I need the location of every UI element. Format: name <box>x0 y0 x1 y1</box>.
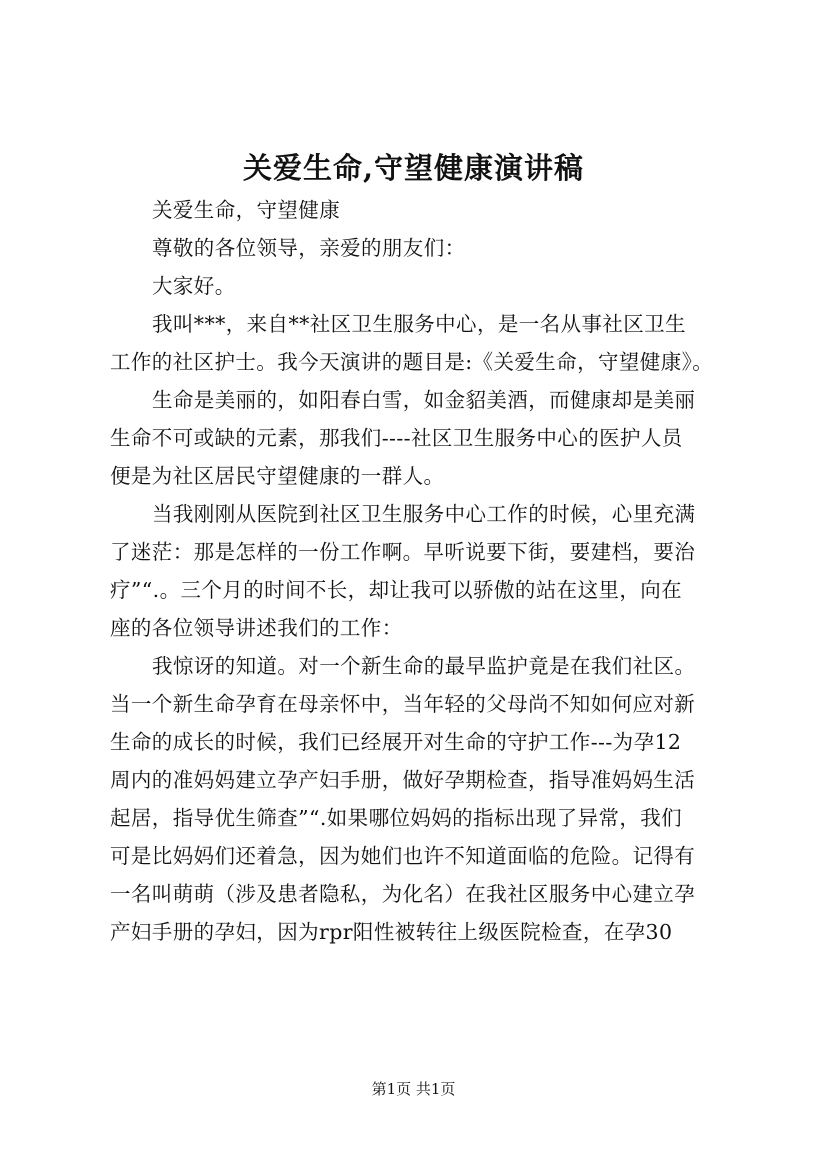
paragraph-line: 一名叫萌萌（涉及患者隐私，为化名）在我社区服务中心建立孕 <box>110 882 696 906</box>
paragraph-line: 工作的社区护士。我今天演讲的题目是:《关爱生命，守望健康》。 <box>110 350 714 374</box>
paragraph-line: 我惊讶的知道。对一个新生命的最早监护竟是在我们社区。 <box>152 654 696 678</box>
paragraph-line: 座的各位领导讲述我们的工作： <box>110 616 403 640</box>
paragraph-line: 生命不可或缺的元素，那我们----社区卫生服务中心的医护人员 <box>110 426 683 450</box>
paragraph-line: 生命是美丽的，如阳春白雪，如金貂美酒，而健康却是美丽 <box>152 388 696 412</box>
paragraph-line: 了迷茫：那是怎样的一份工作啊。早听说要下街，要建档，要治 <box>110 540 696 564</box>
paragraph-line: 尊敬的各位领导，亲爱的朋友们： <box>152 236 466 260</box>
paragraph-line: 大家好。 <box>152 274 236 298</box>
paragraph-line: 产妇手册的孕妇，因为rpr阳性被转往上级医院检查，在孕30 <box>110 920 673 944</box>
paragraph-line: 周内的准妈妈建立孕产妇手册，做好孕期检查，指导准妈妈生活 <box>110 768 696 792</box>
paragraph-line: 生命的成长的时候，我们已经展开对生命的守护工作---为孕12 <box>110 730 682 754</box>
paragraph-line: 起居，指导优生筛查”“.如果哪位妈妈的指标出现了异常，我们 <box>110 806 683 830</box>
paragraph-line: 当我刚刚从医院到社区卫生服务中心工作的时候，心里充满 <box>152 502 696 526</box>
paragraph-line: 便是为社区居民守望健康的一群人。 <box>110 464 445 488</box>
document-title: 关爱生命,守望健康演讲稿 <box>242 151 585 185</box>
document-body <box>110 191 760 951</box>
paragraph-line: 可是比妈妈们还着急，因为她们也许不知道面临的危险。记得有 <box>110 844 696 868</box>
page-footer: 第1页 共1页 <box>371 1080 456 1098</box>
paragraph-line: 我叫***，来自**社区卫生服务中心，是一名从事社区卫生 <box>152 312 686 336</box>
paragraph-line: 当一个新生命孕育在母亲怀中，当年轻的父母尚不知如何应对新 <box>110 692 696 716</box>
paragraph-line: 关爱生命，守望健康 <box>152 198 341 222</box>
paragraph-line: 疗”“.。三个月的时间不长，却让我可以骄傲的站在这里，向在 <box>110 578 683 602</box>
